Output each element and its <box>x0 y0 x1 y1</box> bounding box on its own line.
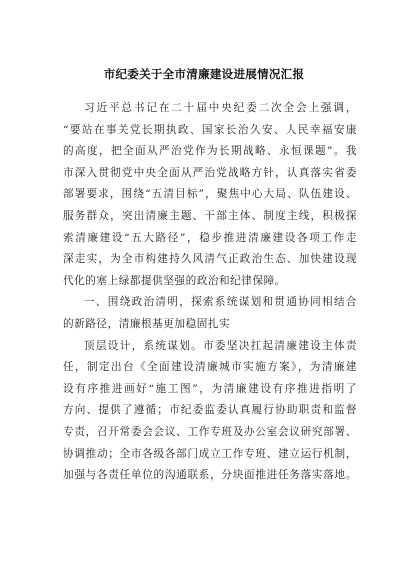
paragraph-line: 专责，召开常委会会议、工作专班及办公室会议研究部署、 <box>63 425 357 438</box>
document-title: 市纪委关于全市清廉建设进展情况汇报 <box>103 67 305 81</box>
paragraph-line: 市深入贯彻党中央全面从严治党战略方针，认真落实省委 <box>63 166 357 179</box>
document-body <box>63 98 357 487</box>
paragraph-line: 方向、提供了遵循；市纪委监委认真履行协助职责和监督 <box>63 404 357 417</box>
paragraph-line: 协调推动；全市各级各部门成立工作专班、建立运行机制， <box>63 447 357 460</box>
paragraph-line: 任，制定出台《全面建设清廉城市实施方案》，为清廉建 <box>63 361 357 374</box>
paragraph-line: “要站在事关党长期执政、国家长治久安、人民幸福安康 <box>63 123 357 136</box>
paragraph-line: 索清廉建设“五大路径”，稳步推进清廉建设各项工作走 <box>63 231 357 244</box>
paragraph-line: 服务群众，突出清廉主题、干部主体、制度主线，积极探 <box>63 209 357 222</box>
section-heading-line: 一、围绕政治清明，探索系统谋划和贯通协同相结合 <box>84 296 357 309</box>
paragraph-line: 设有序推进画好“施工图”，为清廉建设有序推进指明了 <box>63 382 357 395</box>
paragraph-line: 代化的塞上绿都提供坚强的政治和纪律保障。 <box>63 274 286 287</box>
paragraph-line: 深走实，为全市构建持久风清气正政治生态、加快建设现 <box>63 253 357 266</box>
paragraph-line: 加强与各责任单位的沟通联系，分块面推进任务落实落地。 <box>63 469 357 482</box>
section-heading-line: 的新路径，清廉根基更加稳固扎实 <box>63 317 231 330</box>
paragraph-line: 习近平总书记在二十届中央纪委二次全会上强调， <box>84 102 357 114</box>
paragraph-line: 部署要求，围绕“五清目标”，聚焦中心大局、队伍建设、 <box>63 188 357 201</box>
paragraph-line: 的高度，把全面从严治党作为长期战略、永恒课题”。我 <box>63 145 357 158</box>
paragraph-line: 顶层设计，系统谋划。市委坚决扛起清廉建设主体责 <box>84 339 357 352</box>
